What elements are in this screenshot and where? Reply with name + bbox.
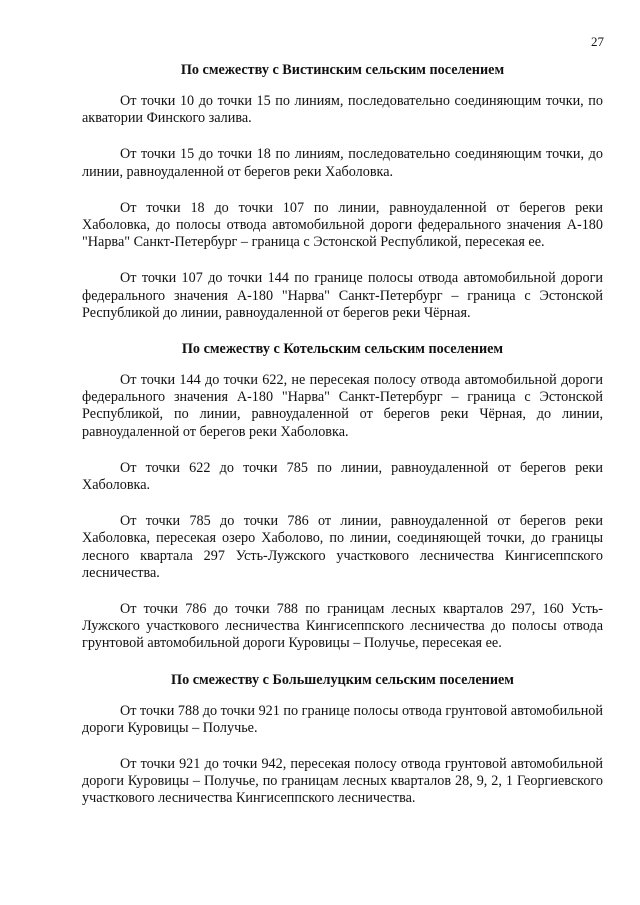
paragraph: От точки 785 до точки 786 от линии, равноудаленной от берегов реки Хаболовка, пересекая озеро Хаболово, по линии, соединяющей точки, до границы лесного квартала 297 Усть-Лужского участкового лесничества Кингисеппского лесничества. (82, 513, 603, 581)
paragraph: От точки 15 до точки 18 по линиям, последовательно соединяющим точки, до линии, равноудаленной от берегов реки Хаболовка. (82, 146, 603, 180)
section-heading: По смежеству с Вистинским сельским поселением (180, 62, 505, 78)
document-body (82, 62, 603, 808)
paragraph: От точки 622 до точки 785 по линии, равноудаленной от берегов реки Хаболовка. (82, 459, 603, 494)
section-bolsheluckoe (82, 672, 603, 808)
section-kotelskoe (82, 341, 603, 653)
section-heading: По смежеству с Большелуцким сельским поселением (171, 671, 514, 688)
paragraph: От точки 107 до точки 144 по границе полосы отвода автомобильной дороги федерального значения А-180 "Нарва" Санкт-Петербург – граница с Эстонской Республикой до линии, равноудаленной от берегов реки Чёрная. (82, 270, 603, 321)
section-vistinskoe (82, 62, 603, 322)
paragraph: От точки 18 до точки 107 по линии, равноудаленной от берегов реки Хаболовка, до полосы отвода автомобильной дороги федерального значения А-180 "Нарва" Санкт-Петербург – граница с Эстонской Республикой, пересекая ее. (82, 199, 603, 251)
paragraph: От точки 144 до точки 622, не пересекая полосу отвода автомобильной дороги федерального значения А-180 "Нарва" Санкт-Петербург – граница с Эстонской Республикой, по линии, равноудаленной от берегов реки Чёрная, до линии, равноудаленной от берегов реки Хаболовка. (82, 372, 603, 440)
page-number: 27 (591, 34, 604, 49)
paragraph: От точки 788 до точки 921 по границе полосы отвода грунтовой автомобильной дороги Куровицы – Получье. (82, 702, 603, 736)
paragraph: От точки 10 до точки 15 по линиям, последовательно соединяющим точки, по акватории Финского залива. (82, 93, 603, 127)
section-heading: По смежеству с Котельским сельским поселением (181, 341, 504, 358)
paragraph: От точки 786 до точки 788 по границам лесных кварталов 297, 160 Усть-Лужского участкового лесничества Кингисеппского лесничества до полосы отвода грунтовой автомобильной дороги Куровицы – Получье, пересекая ее. (82, 601, 603, 652)
paragraph: От точки 921 до точки 942, пересекая полосу отвода грунтовой автомобильной дороги Куровицы – Получье, по границам лесных кварталов 28, 9, 2, 1 Георгиевского участкового лесничества Кингисеппского лесничества. (82, 756, 603, 807)
